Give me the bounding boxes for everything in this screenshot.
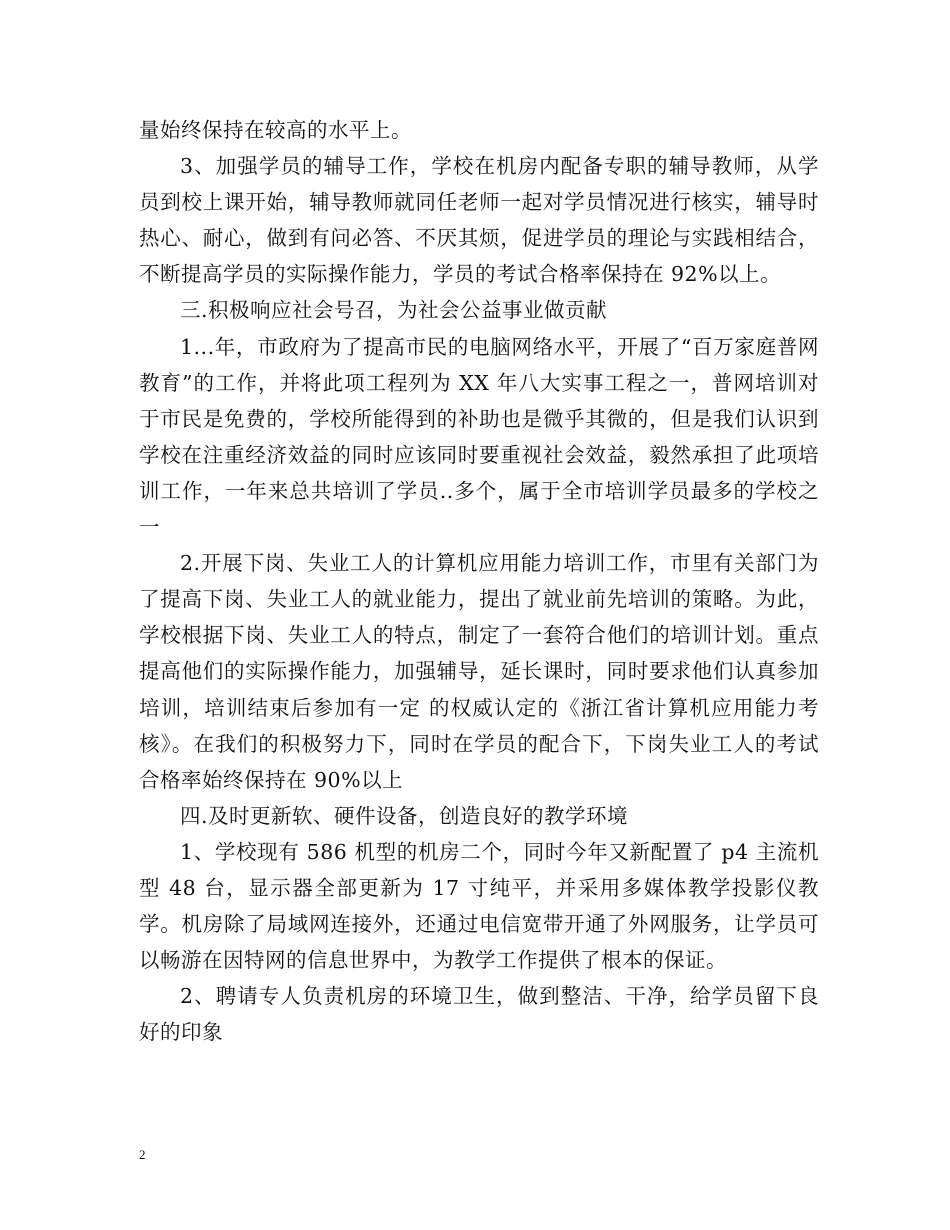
document-body — [139, 112, 819, 1050]
page-number: 2 — [139, 1147, 146, 1162]
section-heading-3: 三.积极响应社会号召，为社会公益事业做贡献 — [180, 298, 608, 323]
paragraph-item-2-environment: 2、聘请专人负责机房的环境卫生，做到整洁、干净，给学员留下良好的印象 — [139, 984, 819, 1045]
paragraph-item-3-tutoring: 3、加强学员的辅导工作，学校在机房内配备专职的辅导教师，从学员到校上课开始，辅导教师就同任老师一起对学员情况进行核实，辅导时热心、耐心，做到有问必答、不厌其烦，促进学员的理论与实践相结合，不断提高学员的实际操作能力，学员的考试合格率保持在 92%以上。 — [139, 154, 819, 287]
paragraph-item-1-network-training: 1...年，市政府为了提高市民的电脑网络水平，开展了“百万家庭普网教育”的工作，并将此项工程列为 XX 年八大实事工程之一，普网培训对于市民是免费的，学校所能得到的补助也是微乎其微的，但是我们认识到学校在注重经济效益的同时应该同时要重视社会效益，毅然承担了此项培训工作，一年来总共培训了学员..多个，属于全市培训学员最多的学校之一 — [139, 334, 819, 540]
section-heading-4: 四.及时更新软、硬件设备，创造良好的教学环境 — [180, 803, 629, 828]
paragraph-item-2-reemployment-training: 2.开展下岗、失业工人的计算机应用能力培训工作，市里有关部门为了提高下岗、失业工人的就业能力，提出了就业前先培训的策略。为此，学校根据下岗、失业工人的特点，制定了一套符合他们的培训计划。重点提高他们的实际操作能力，加强辅导，延长课时，同时要求他们认真参加培训，培训结束后参加有一定 的权威认定的《浙江省计算机应用能力考核》。在我们的积极努力下，同时在学员的配合下，下岗失业工人的考试合格率始终保持在 90%以上 — [139, 551, 819, 792]
paragraph-continuation: 量始终保持在较高的水平上。 — [139, 118, 412, 142]
paragraph-item-1-equipment: 1、学校现有 586 机型的机房二个，同时今年又新配置了 p4 主流机型 48 台，显示器全部更新为 17 寸纯平，并采用多媒体教学投影仪教学。机房除了局域网连接外，还通过电信宽带开通了外网服务，让学员可以畅游在因特网的信息世界中，为教学工作提供了根本的保证。 — [139, 839, 819, 973]
